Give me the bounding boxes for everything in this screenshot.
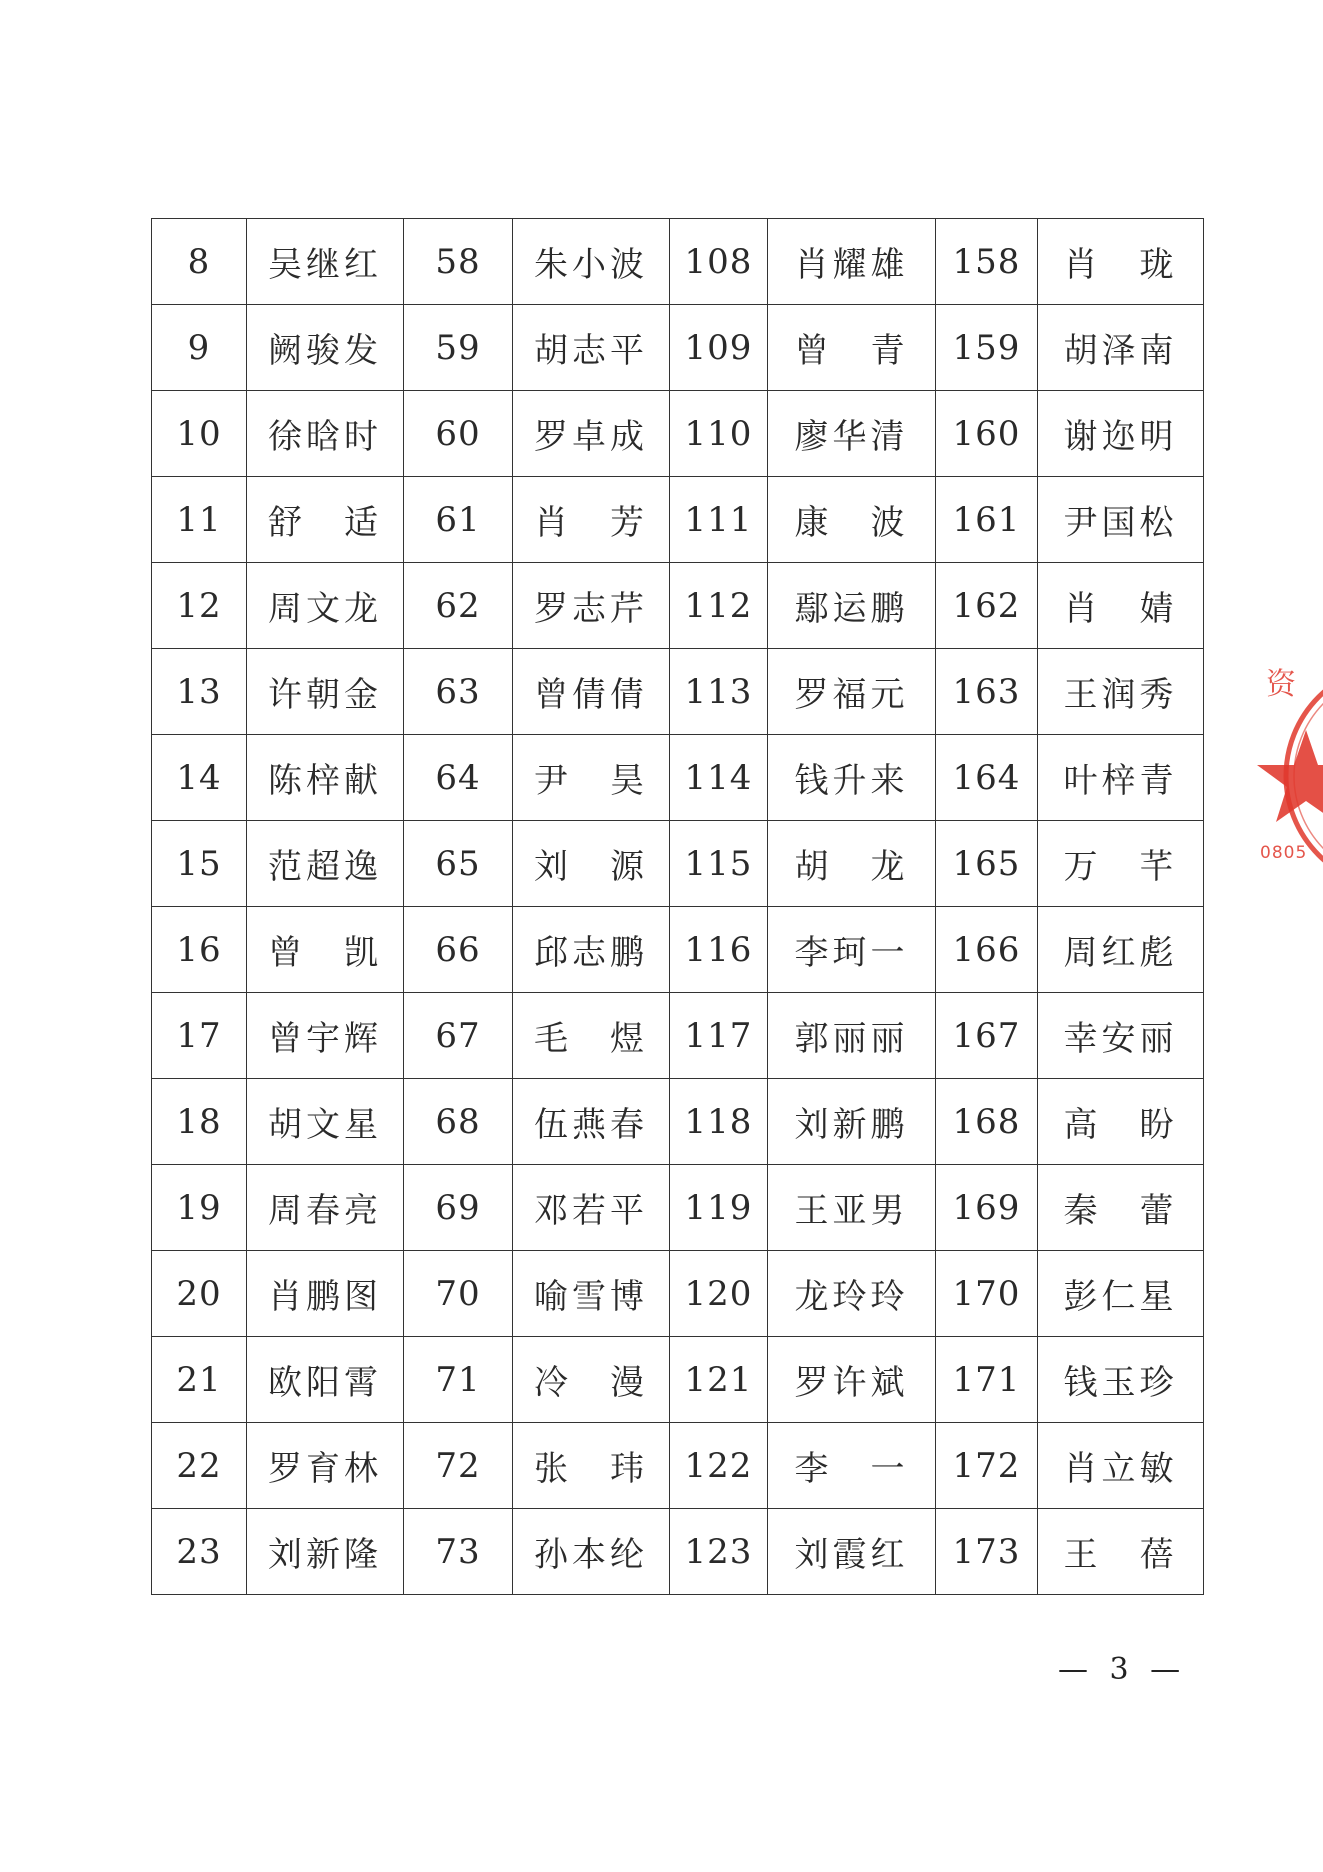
table-row (152, 993, 1204, 1079)
serial-number-cell: 160 (936, 391, 1038, 477)
page-number: — 3 — (1058, 1652, 1187, 1687)
serial-number-cell: 8 (152, 219, 247, 305)
serial-number-cell: 9 (152, 305, 247, 391)
seal-graphic (1248, 652, 1323, 922)
person-name-cell: 胡志平 (513, 305, 670, 391)
serial-number-cell: 115 (670, 821, 768, 907)
seal-number-fragment: 0805 (1260, 843, 1308, 863)
serial-number-cell: 15 (152, 821, 247, 907)
serial-number-cell: 112 (670, 563, 768, 649)
person-name-cell: 叶梓青 (1038, 735, 1204, 821)
person-name-cell: 万 芊 (1038, 821, 1204, 907)
table-row (152, 1079, 1204, 1165)
serial-number-cell: 172 (936, 1423, 1038, 1509)
serial-number-cell: 67 (404, 993, 513, 1079)
person-name-cell: 曾 凯 (247, 907, 404, 993)
table-row (152, 477, 1204, 563)
person-name-cell: 曾倩倩 (513, 649, 670, 735)
serial-number-cell: 171 (936, 1337, 1038, 1423)
person-name-cell: 张 玮 (513, 1423, 670, 1509)
serial-number-cell: 11 (152, 477, 247, 563)
person-name-cell: 刘霞红 (768, 1509, 936, 1595)
person-name-cell: 钱玉珍 (1038, 1337, 1204, 1423)
serial-number-cell: 158 (936, 219, 1038, 305)
person-name-cell: 毛 煜 (513, 993, 670, 1079)
serial-number-cell: 13 (152, 649, 247, 735)
person-name-cell: 肖立敏 (1038, 1423, 1204, 1509)
serial-number-cell: 111 (670, 477, 768, 563)
table-body (152, 219, 1204, 1595)
person-name-cell: 周春亮 (247, 1165, 404, 1251)
serial-number-cell: 118 (670, 1079, 768, 1165)
serial-number-cell: 167 (936, 993, 1038, 1079)
serial-number-cell: 62 (404, 563, 513, 649)
person-name-cell: 冷 漫 (513, 1337, 670, 1423)
serial-number-cell: 16 (152, 907, 247, 993)
person-name-cell: 周文龙 (247, 563, 404, 649)
serial-number-cell: 165 (936, 821, 1038, 907)
person-name-cell: 罗志芹 (513, 563, 670, 649)
person-name-cell: 刘 源 (513, 821, 670, 907)
person-name-cell: 朱小波 (513, 219, 670, 305)
person-name-cell: 范超逸 (247, 821, 404, 907)
serial-number-cell: 10 (152, 391, 247, 477)
serial-number-cell: 166 (936, 907, 1038, 993)
serial-number-cell: 70 (404, 1251, 513, 1337)
person-name-cell: 秦 蕾 (1038, 1165, 1204, 1251)
person-name-cell: 阙骏发 (247, 305, 404, 391)
person-name-cell: 幸安丽 (1038, 993, 1204, 1079)
person-name-cell: 伍燕春 (513, 1079, 670, 1165)
person-name-cell: 孙本纶 (513, 1509, 670, 1595)
person-name-cell: 钱升来 (768, 735, 936, 821)
serial-number-cell: 110 (670, 391, 768, 477)
serial-number-cell: 173 (936, 1509, 1038, 1595)
person-name-cell: 王 蓓 (1038, 1509, 1204, 1595)
person-name-cell: 肖 珑 (1038, 219, 1204, 305)
person-name-cell: 刘新鹏 (768, 1079, 936, 1165)
person-name-cell: 曾 青 (768, 305, 936, 391)
serial-number-cell: 168 (936, 1079, 1038, 1165)
serial-number-cell: 66 (404, 907, 513, 993)
person-name-cell: 肖 婧 (1038, 563, 1204, 649)
person-name-cell: 郭丽丽 (768, 993, 936, 1079)
table-row (152, 1251, 1204, 1337)
serial-number-cell: 108 (670, 219, 768, 305)
serial-number-cell: 68 (404, 1079, 513, 1165)
serial-number-cell: 19 (152, 1165, 247, 1251)
person-name-cell: 谢迩明 (1038, 391, 1204, 477)
person-name-cell: 邓若平 (513, 1165, 670, 1251)
serial-number-cell: 17 (152, 993, 247, 1079)
serial-number-cell: 63 (404, 649, 513, 735)
serial-number-cell: 116 (670, 907, 768, 993)
person-name-cell: 肖 芳 (513, 477, 670, 563)
person-name-cell: 欧阳霄 (247, 1337, 404, 1423)
table-row (152, 1509, 1204, 1595)
person-name-cell: 胡泽南 (1038, 305, 1204, 391)
table-row (152, 1337, 1204, 1423)
serial-number-cell: 121 (670, 1337, 768, 1423)
person-name-cell: 胡 龙 (768, 821, 936, 907)
serial-number-cell: 20 (152, 1251, 247, 1337)
table-row (152, 1165, 1204, 1251)
person-name-cell: 肖耀雄 (768, 219, 936, 305)
person-name-cell: 罗卓成 (513, 391, 670, 477)
serial-number-cell: 161 (936, 477, 1038, 563)
person-name-cell: 曾宇辉 (247, 993, 404, 1079)
serial-number-cell: 64 (404, 735, 513, 821)
official-seal (1248, 652, 1323, 922)
person-name-cell: 王润秀 (1038, 649, 1204, 735)
person-name-cell: 陈梓献 (247, 735, 404, 821)
person-name-cell: 周红彪 (1038, 907, 1204, 993)
person-name-cell: 罗福元 (768, 649, 936, 735)
person-name-cell: 肖鹏图 (247, 1251, 404, 1337)
serial-number-cell: 73 (404, 1509, 513, 1595)
person-name-cell: 许朝金 (247, 649, 404, 735)
person-name-cell: 李珂一 (768, 907, 936, 993)
serial-number-cell: 159 (936, 305, 1038, 391)
serial-number-cell: 23 (152, 1509, 247, 1595)
serial-number-cell: 109 (670, 305, 768, 391)
person-name-cell: 康 波 (768, 477, 936, 563)
serial-number-cell: 123 (670, 1509, 768, 1595)
serial-number-cell: 163 (936, 649, 1038, 735)
person-name-cell: 舒 适 (247, 477, 404, 563)
table-row (152, 821, 1204, 907)
person-name-cell: 龙玲玲 (768, 1251, 936, 1337)
serial-number-cell: 162 (936, 563, 1038, 649)
person-name-cell: 罗许斌 (768, 1337, 936, 1423)
serial-number-cell: 65 (404, 821, 513, 907)
serial-number-cell: 120 (670, 1251, 768, 1337)
person-name-cell: 罗育林 (247, 1423, 404, 1509)
serial-number-cell: 58 (404, 219, 513, 305)
serial-number-cell: 12 (152, 563, 247, 649)
serial-number-cell: 71 (404, 1337, 513, 1423)
person-name-cell: 李 一 (768, 1423, 936, 1509)
serial-number-cell: 21 (152, 1337, 247, 1423)
person-name-cell: 喻雪博 (513, 1251, 670, 1337)
table-row (152, 391, 1204, 477)
person-name-cell: 邱志鹏 (513, 907, 670, 993)
serial-number-cell: 60 (404, 391, 513, 477)
table-row (152, 305, 1204, 391)
serial-number-cell: 117 (670, 993, 768, 1079)
serial-number-cell: 119 (670, 1165, 768, 1251)
table-row (152, 563, 1204, 649)
serial-number-cell: 114 (670, 735, 768, 821)
person-name-cell: 廖华清 (768, 391, 936, 477)
serial-number-cell: 169 (936, 1165, 1038, 1251)
person-name-cell: 高 盼 (1038, 1079, 1204, 1165)
serial-number-cell: 61 (404, 477, 513, 563)
person-name-cell: 尹国松 (1038, 477, 1204, 563)
person-name-cell: 彭仁星 (1038, 1251, 1204, 1337)
table-row (152, 649, 1204, 735)
serial-number-cell: 122 (670, 1423, 768, 1509)
person-name-cell: 尹 昊 (513, 735, 670, 821)
table-row (152, 907, 1204, 993)
person-name-cell: 徐晗时 (247, 391, 404, 477)
serial-number-cell: 22 (152, 1423, 247, 1509)
seal-text-fragment: 资 (1266, 667, 1296, 702)
person-name-cell: 鄢运鹏 (768, 563, 936, 649)
person-name-cell: 吴继红 (247, 219, 404, 305)
serial-number-cell: 14 (152, 735, 247, 821)
personnel-list-table (151, 218, 1204, 1595)
table-row (152, 1423, 1204, 1509)
serial-number-cell: 18 (152, 1079, 247, 1165)
table-row (152, 219, 1204, 305)
table-row (152, 735, 1204, 821)
person-name-cell: 刘新隆 (247, 1509, 404, 1595)
serial-number-cell: 59 (404, 305, 513, 391)
person-name-cell: 王亚男 (768, 1165, 936, 1251)
person-name-cell: 胡文星 (247, 1079, 404, 1165)
serial-number-cell: 72 (404, 1423, 513, 1509)
serial-number-cell: 113 (670, 649, 768, 735)
serial-number-cell: 170 (936, 1251, 1038, 1337)
serial-number-cell: 69 (404, 1165, 513, 1251)
serial-number-cell: 164 (936, 735, 1038, 821)
